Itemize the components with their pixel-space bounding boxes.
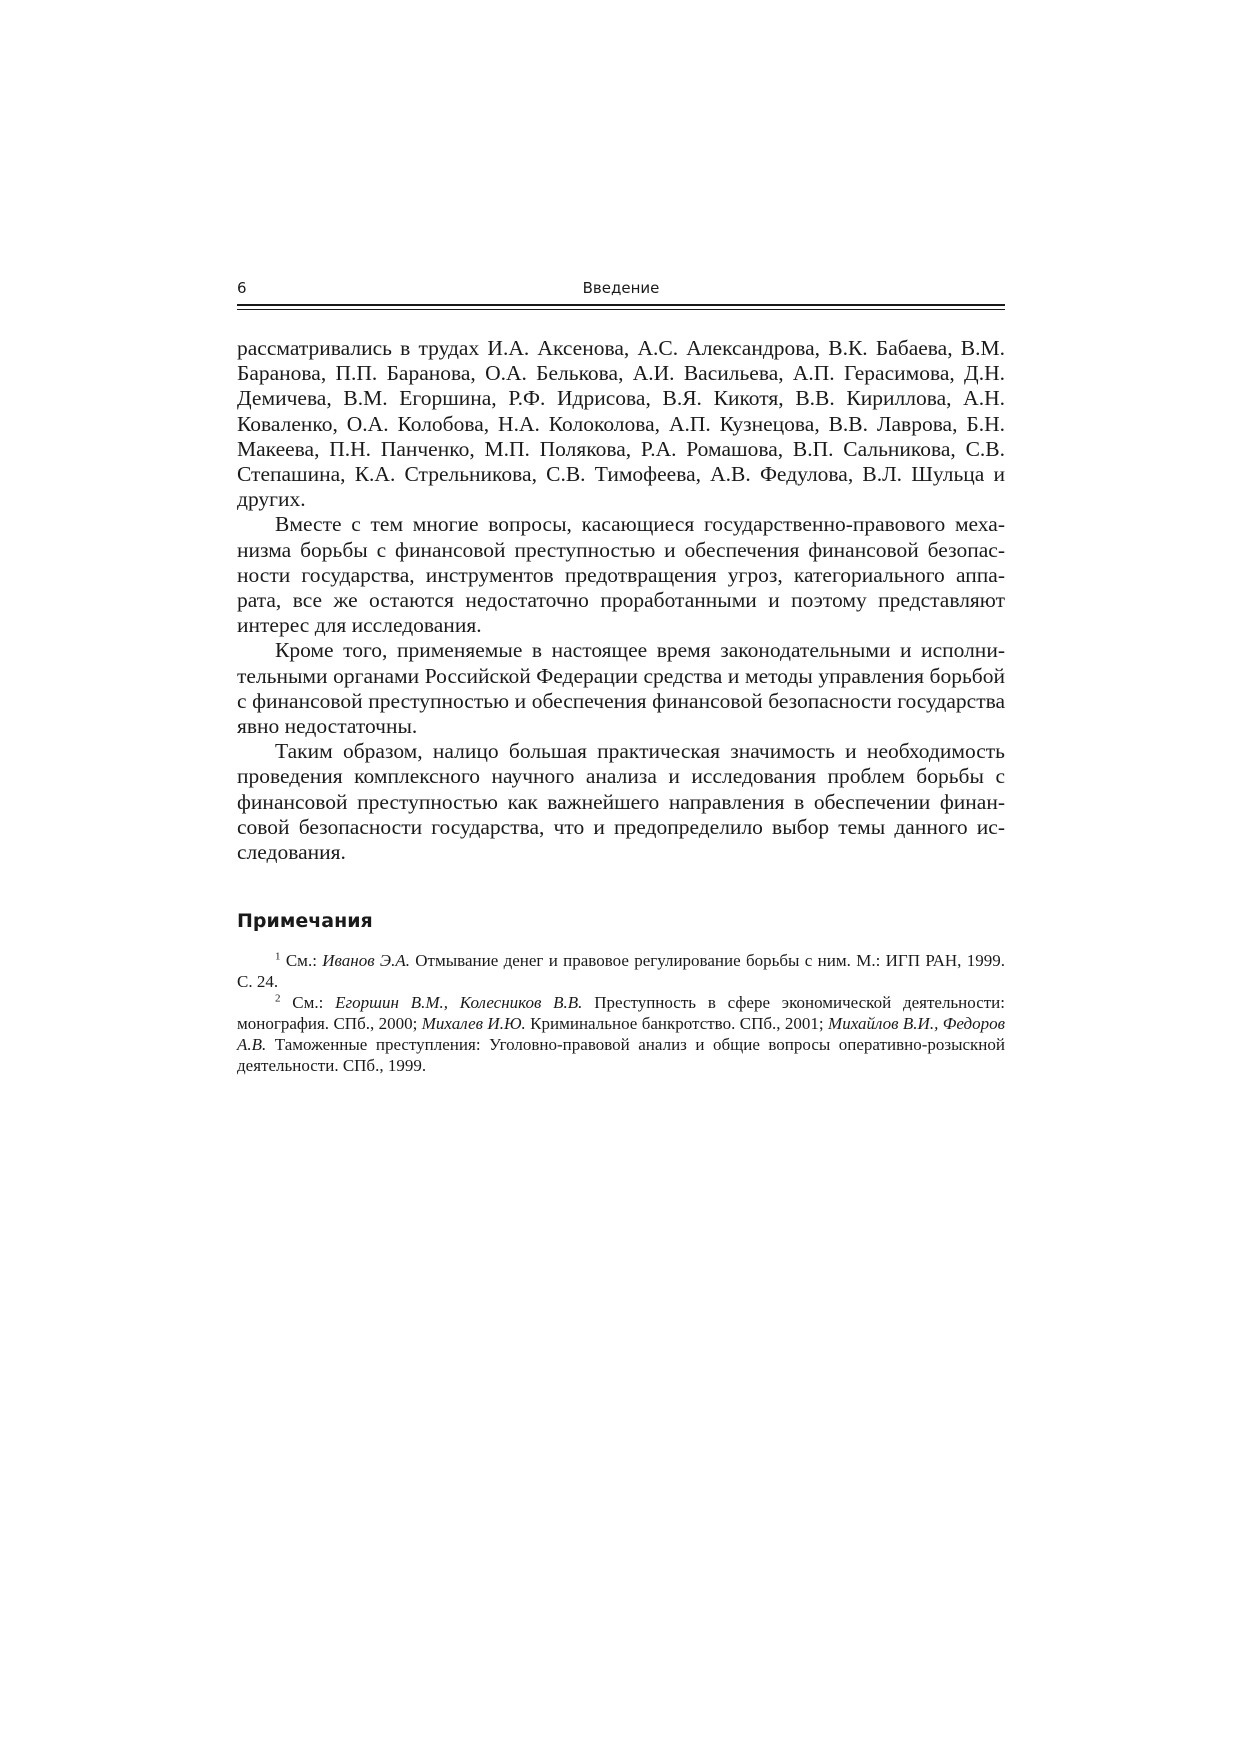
footnote-author: Михалев И.Ю.: [421, 1014, 526, 1034]
paragraph-4: Таким образом, налицо большая практическая значимость и необходимость проведения комплексного научного анализа и исследования проблем борьбы с финансовой преступностью как важнейшего направления в обеспечении финансовой безопасности государства, что и предопределило выбор темы данного исследования.: [237, 739, 1005, 865]
notes-list: [237, 950, 1005, 1076]
footnote-text: Отмывание денег и правовое регулирование борьбы с ним. М.: ИГП РАН, 1999. С. 24.: [237, 951, 1005, 992]
footnote-1: [237, 950, 1005, 992]
footnote-author: Иванов Э.А.: [322, 951, 410, 971]
footnote-2: [237, 992, 1005, 1076]
paragraph-2: Вместе с тем многие вопросы, касающиеся государственно-правового механизма борьбы с финансовой преступностью и обеспечения финансовой безопасности государства, инструментов предотвращения угроз, категориального аппарата, все же остаются недостаточно проработанными и поэтому представляют интерес для исследования.: [237, 512, 1005, 638]
footnote-author: Михайлов В.И., Федоров А.В.: [237, 1014, 1006, 1055]
footnote-text: Преступность в сфере экономической деятельности: монография. СПб., 2000;: [237, 993, 1005, 1034]
footnote-number: 2: [275, 992, 281, 1005]
paragraph-1: рассматривались в трудах И.А. Аксенова, А.С. Александрова, В.К. Бабаева, В.М. Баранова, П.П. Баранова, О.А. Белькова, А.И. Васильева, А.П. Герасимова, Д.Н. Демичева, В.М. Егоршина, Р.Ф. Идрисова, В.Я. Кикотя, В.В. Кириллова, А.Н. Коваленко, О.А. Колобова, Н.А. Колоколова, А.П. Кузнецова, В.В. Лаврова, Б.Н. Макеева, П.Н. Панченко, М.П. Полякова, Р.А. Ромашова, В.П. Сальникова, С.В. Степашина, К.А. Стрельникова, С.В. Тимофеева, А.В. Федулова, В.Л. Шульца и других.: [237, 336, 1005, 512]
header-rule-thick: [237, 304, 1005, 306]
footnote-author: Егоршин В.М., Колесников В.В.: [335, 993, 583, 1013]
page-number: 6: [237, 279, 247, 297]
running-head: [237, 276, 1005, 302]
running-title: Введение: [582, 279, 660, 297]
footnote-prefix: См.:: [285, 951, 323, 971]
footnote-number: 1: [275, 950, 281, 963]
book-page: [237, 276, 1005, 1076]
footnote-prefix: См.:: [292, 993, 336, 1013]
notes-heading: Примечания: [237, 910, 373, 933]
paragraph-3: Кроме того, применяемые в настоящее время законодательными и исполнительными органами Российской Федерации средства и методы управления борьбой с финансовой преступностью и обеспечения финансовой безопасности государства явно недостаточны.: [237, 638, 1005, 739]
header-rule-thin: [237, 309, 1005, 310]
footnote-text: Таможенные преступления: Уголовно-правовой анализ и общие вопросы оперативно-розыскной деятельности. СПб., 1999.: [237, 1035, 1005, 1076]
body-text: [237, 336, 1005, 865]
footnote-text: Криминальное банкротство. СПб., 2001;: [525, 1014, 829, 1034]
